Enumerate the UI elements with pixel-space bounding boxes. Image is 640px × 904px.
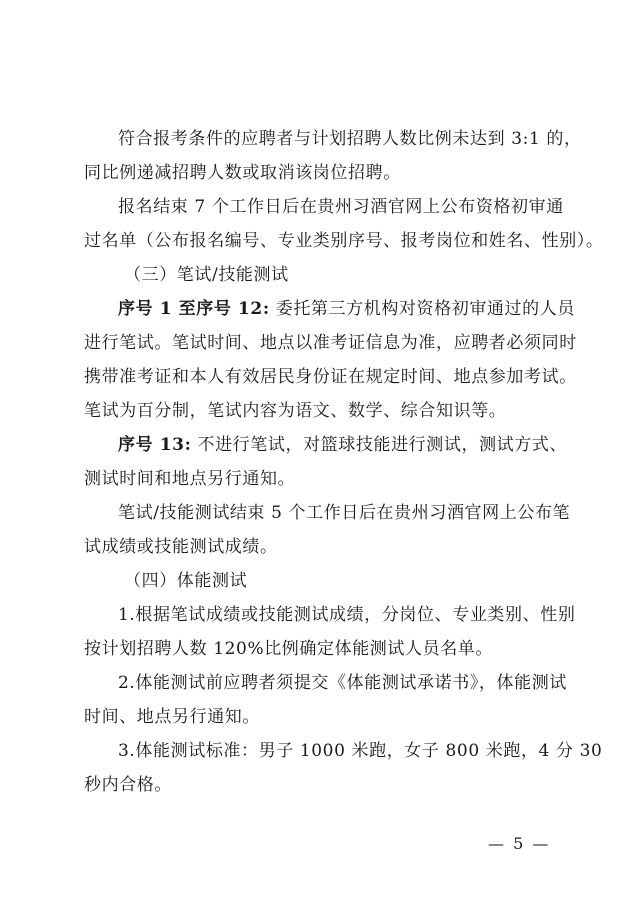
paragraph-line: 3.体能测试标准：男子 1000 米跑，女子 800 米跑，4 分 30 bbox=[118, 741, 603, 761]
paragraph-line: 按计划招聘人数 120%比例确定体能测试人员名单。 bbox=[84, 639, 494, 659]
paragraph-line: 测试时间和地点另行通知。 bbox=[84, 469, 296, 489]
paragraph-line: 符合报考条件的应聘者与计划招聘人数比例未达到 3:1 的， bbox=[118, 129, 582, 149]
paragraph-line: 过名单（公布报名编号、专业类别序号、报考岗位和姓名、性别）。 bbox=[84, 231, 604, 251]
item-label-seq-13: 序号 13: bbox=[118, 435, 192, 455]
paragraph-line: 携带准考证和本人有效居民身份证在规定时间、地点参加考试。 bbox=[84, 367, 577, 387]
paragraph-line bbox=[118, 298, 598, 320]
paragraph-line: 秒内合格。 bbox=[84, 775, 172, 795]
item-text: 不进行笔试，对篮球技能进行测试，测试方式、 bbox=[197, 435, 568, 455]
paragraph-line: 2.体能测试前应聘者须提交《体能测试承诺书》，体能测试 bbox=[118, 673, 567, 693]
paragraph-line bbox=[118, 434, 598, 456]
section-heading-written-test: （三）笔试/技能测试 bbox=[124, 265, 289, 285]
page-number: — 5 — bbox=[488, 834, 551, 853]
item-text: 委托第三方机构对资格初审通过的人员 bbox=[275, 299, 575, 319]
paragraph-line: 报名结束 7 个工作日后在贵州习酒官网上公布资格初审通 bbox=[118, 197, 564, 217]
paragraph-line: 1.根据笔试成绩或技能测试成绩，分岗位、专业类别、性别 bbox=[118, 605, 576, 625]
paragraph-line: 笔试/技能测试结束 5 个工作日后在贵州习酒官网上公布笔 bbox=[118, 503, 571, 523]
paragraph-line: 进行笔试。笔试时间、地点以准考证信息为准，应聘者必须同时 bbox=[84, 333, 577, 353]
paragraph-line: 试成绩或技能测试成绩。 bbox=[84, 537, 278, 557]
item-label-seq-1-12: 序号 1 至序号 12: bbox=[118, 299, 270, 319]
paragraph-line: 笔试为百分制，笔试内容为语文、数学、综合知识等。 bbox=[84, 401, 507, 421]
paragraph-line: 时间、地点另行通知。 bbox=[84, 707, 260, 727]
section-heading-fitness-test: （四）体能测试 bbox=[124, 571, 248, 591]
paragraph-line: 同比例递减招聘人数或取消该岗位招聘。 bbox=[84, 163, 401, 183]
